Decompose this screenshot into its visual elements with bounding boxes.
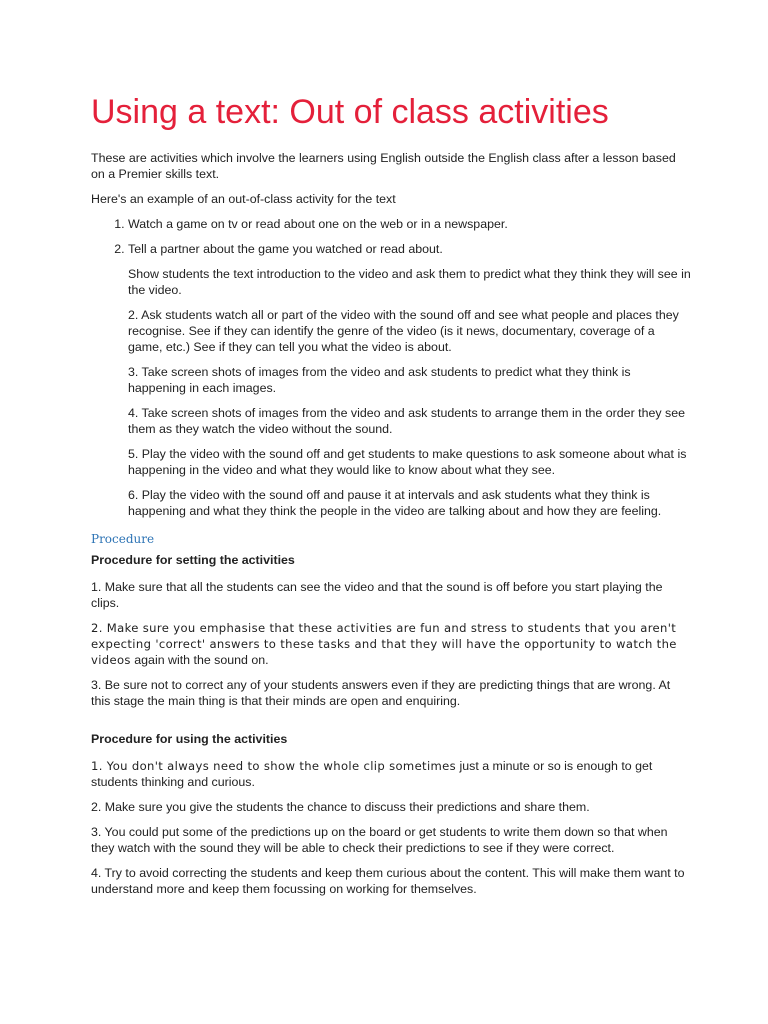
activity-ideas <box>91 266 691 519</box>
using-item-1-rest: just a minute or so is enough to get students thinking and curious. <box>91 759 653 789</box>
list-item: 2. Tell a partner about the game you watched or read about. <box>128 241 691 257</box>
using-item-2: 2. Make sure you give the students the chance to discuss their predictions and share them. <box>91 800 590 814</box>
setting-item-2-rest: again with the sound on. <box>134 653 269 667</box>
example-intro: Here's an example of an out-of-class activity for the text <box>91 192 396 206</box>
page-title: Using a text: Out of class activities <box>91 93 609 131</box>
activity-paragraph: 2. Ask students watch all or part of the video with the sound off and see what people and places they recognise. See if they can identify the genre of the video (is it news, documentary, coverage of a game, etc.) See if they can tell you what the video is about. <box>128 308 679 354</box>
document-page <box>91 88 691 906</box>
example-steps-list <box>91 216 691 257</box>
using-item-1-spaced: 1. You don't always need to show the whole clip sometimes <box>91 759 457 773</box>
setting-heading: Procedure for setting the activities <box>91 553 295 567</box>
activity-paragraph: Show students the text introduction to the video and ask them to predict what they think they will see in the video. <box>128 267 691 297</box>
using-item-4: 4. Try to avoid correcting the students and keep them curious about the content. This will make them want to understand more and keep them focussing on working for themselves. <box>91 866 685 896</box>
activity-paragraph: 5. Play the video with the sound off and get students to make questions to ask someone about what is happening in the video and what they would like to know about what they see. <box>128 447 687 477</box>
using-item-1 <box>91 758 691 790</box>
using-item-3: 3. You could put some of the predictions up on the board or get students to write them down so that when they watch with the sound they will be able to check their predictions to see if they were correct. <box>91 825 668 855</box>
activity-paragraph: 6. Play the video with the sound off and pause it at intervals and ask students what they think is happening and what they think the people in the video are talking about and how they are feeling. <box>128 488 662 518</box>
list-item: 1. Watch a game on tv or read about one on the web or in a newspaper. <box>128 216 691 232</box>
setting-item-3: 3. Be sure not to correct any of your students answers even if they are predicting things that are wrong. At this stage the main thing is that their minds are open and enquiring. <box>91 678 671 708</box>
setting-item-2-spaced: 2. Make sure you emphasise that these activities are fun and stress to students that you aren't expecting 'correct' answers to these tasks and that they will have the opportunity to watch the videos <box>91 621 677 667</box>
procedure-label: Procedure <box>91 532 155 546</box>
activity-paragraph: 4. Take screen shots of images from the video and ask students to arrange them in the order they see them as they watch the video without the sound. <box>128 406 685 436</box>
activity-paragraph: 3. Take screen shots of images from the video and ask students to predict what they think is happening in each images. <box>128 365 631 395</box>
setting-item-1: 1. Make sure that all the students can see the video and that the sound is off before you start playing the clips. <box>91 580 663 610</box>
intro-paragraph: These are activities which involve the learners using English outside the English class after a lesson based on a Premier skills text. <box>91 151 676 181</box>
using-heading: Procedure for using the activities <box>91 732 288 746</box>
setting-item-2 <box>91 620 691 668</box>
